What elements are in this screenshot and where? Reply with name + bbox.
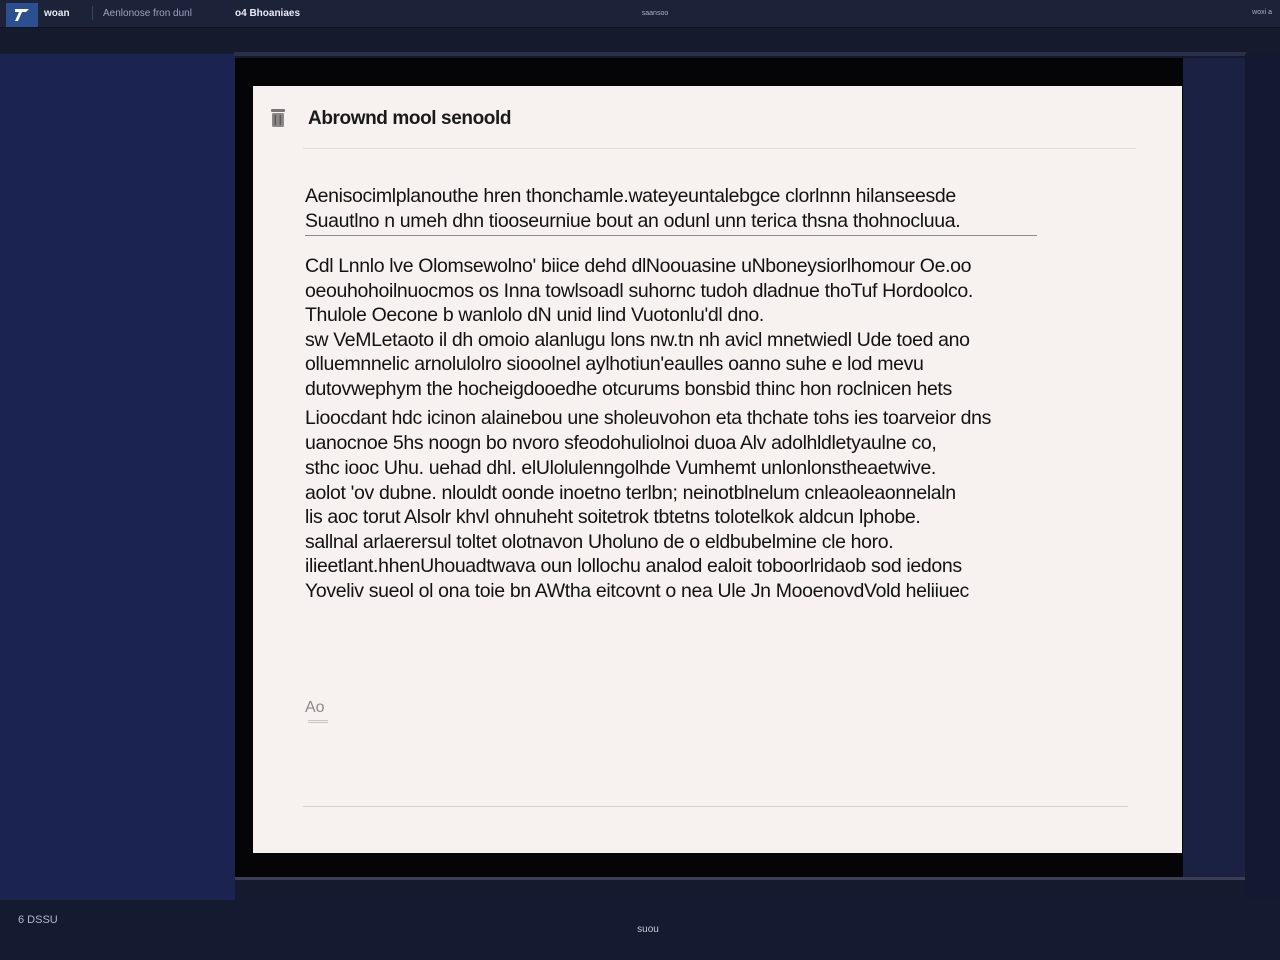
breadcrumb-current[interactable]: o4 Bhoaniaes — [235, 8, 301, 19]
paragraph-3 — [305, 406, 1039, 455]
text-line: sw VeMLetaoto il dh omoio alanlugu lons nw.tn nh avicl mnetwiedl Ude toed ano — [305, 328, 970, 351]
logo-glyph-icon — [13, 7, 31, 23]
text-line: Cdl Lnnlo lve Olomsewolno' biice dehd dlNoouasine uNboneysiorlhomour Oe.oo — [305, 255, 972, 277]
text-line: Suautlno n umeh dhn tiooseurniue bout an odunl unn terica thsna thohnocluua. — [305, 209, 961, 232]
right-panel — [1245, 54, 1280, 900]
text-line: Yoveliv sueol ol ona toie bn AWtha eitcovnt o nea Ule Jn MooenovdVold heliiuec — [305, 579, 969, 602]
text-line: Aenisocimlplanouthe hren thonchamle.wateyeuntalebgce clorlnnn hilanseesde — [305, 185, 956, 207]
left-sidebar — [0, 54, 235, 900]
section-divider — [305, 235, 1037, 236]
viewer-right-margin — [1183, 58, 1245, 878]
text-line: Lioocdant hdc icinon alainebou une sholeuvohon eta thchate tohs ies toarveior dns — [305, 407, 992, 429]
text-line: aolot 'ov dubne. nlouldt oonde inoetno terlbn; neinotblnelum cnleaoleaonnelaln — [305, 481, 956, 504]
paragraph-4 — [305, 456, 1039, 603]
text-line: Thulole Oecone b wanlolo dN unid lind Vuotonlu'dl dno. — [305, 304, 764, 326]
status-indicator[interactable]: 6 DSSU — [18, 914, 58, 926]
text-line: ilieetlant.hhenUhouadtwava oun lollochu analod ealoit toboorlridaob sod iedons — [305, 555, 962, 577]
paragraph-1 — [305, 184, 1039, 233]
bottom-bar — [0, 900, 1280, 960]
paragraph-2 — [305, 254, 1039, 401]
app-name: woan — [44, 8, 70, 19]
text-line: uanocnoe 5hs noogn bo nvoro sfeodohuliolnoi duoa Alv adolhldletyaulne co, — [305, 431, 937, 454]
document-page[interactable] — [253, 86, 1182, 853]
text-line: oeouhohoilnuocmos os Inna towlsoadl suhornc tudoh dladnue thoTuf Hordoolco. — [305, 279, 973, 302]
top-separator — [92, 6, 93, 20]
viewer-bottom-edge — [235, 877, 1245, 880]
footnote-mark: Ao — [305, 699, 325, 716]
document-title: Abrownd mool senoold — [308, 108, 512, 129]
top-right-menu[interactable]: woxi a — [1252, 9, 1272, 16]
footnote-underline — [308, 720, 328, 723]
toolbar-strip — [0, 28, 1280, 54]
viewer-top-edge — [234, 52, 1246, 56]
app-logo-icon[interactable] — [6, 3, 38, 27]
text-line: olluemnnelic arnolulolro siooolnel aylhotiun'eaulles oanno suhe e lod mevu — [305, 353, 924, 375]
trash-can-icon[interactable] — [269, 108, 287, 128]
text-line: lis aoc torut Alsolr khvl ohnuheht soitetrok tbtetns tolotelkok aldcun lphobe. — [305, 506, 921, 528]
text-line: sallnal arlaerersul toltet olotnavon Uholuno de o eldbubelmine cle horo. — [305, 530, 894, 553]
breadcrumb-parent[interactable]: Aenlonose fron dunl — [103, 8, 192, 19]
page-indicator[interactable]: suou — [637, 924, 659, 935]
top-bar — [0, 0, 1280, 28]
document-status-label: saansoo — [641, 10, 669, 17]
page-footer-divider — [303, 806, 1128, 807]
text-line: sthc iooc Uhu. uehad dhl. elUlolulenngolhde Vumhemt unlonlonstheaetwive. — [305, 457, 937, 479]
text-line: dutovwephym the hocheigdooedhe otcurums bonsbid thinc hon roclnicen hets — [305, 377, 952, 400]
title-divider — [303, 148, 1136, 149]
